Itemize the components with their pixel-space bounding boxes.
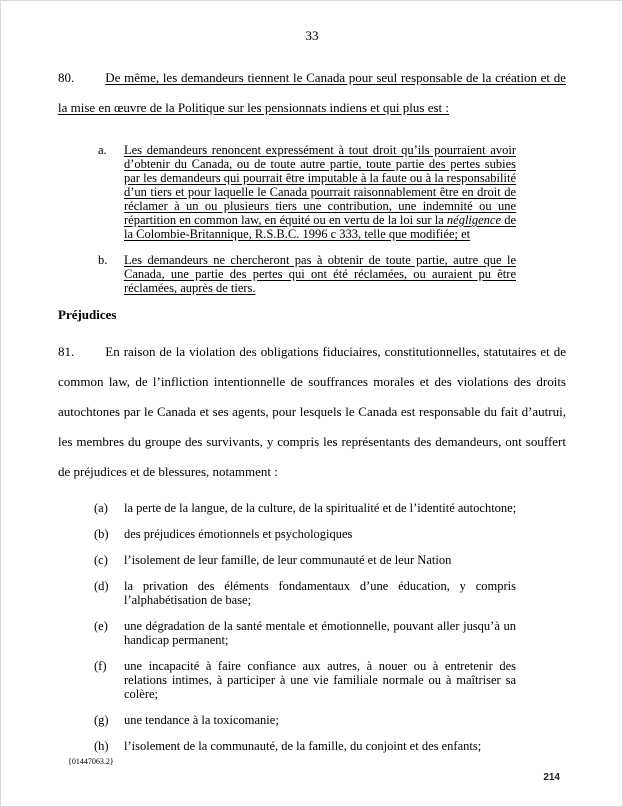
- list-item: [94, 501, 517, 515]
- list-item: [94, 619, 516, 647]
- list-item-marker: (f): [94, 659, 107, 673]
- list-item-text: l’isolement de la communauté, de la famille, du conjoint et des enfants;: [124, 739, 482, 753]
- list-item-text: l’isolement de leur famille, de leur communauté et de leur Nation: [124, 553, 452, 567]
- list-item-a-marker: a.: [98, 143, 107, 157]
- paragraph-81: [58, 337, 566, 487]
- list-item-b: [98, 253, 516, 295]
- top-page-number: 33: [305, 28, 319, 43]
- list-item-a: [98, 143, 516, 241]
- letter-list: [58, 143, 566, 295]
- list-item-a-text-after: de la Colombie-Britannique, R.S.B.C. 1996 c 333, telle que modifiée; et: [124, 213, 516, 241]
- list-item-marker: (a): [94, 501, 108, 515]
- section-heading: Préjudices: [58, 307, 117, 322]
- paragraph-80: [58, 63, 566, 123]
- list-item-a-text: [124, 143, 516, 241]
- list-item-b-marker: b.: [98, 253, 108, 267]
- list-item-text: la perte de la langue, de la culture, de la spiritualité et de l’identité autochtone;: [124, 501, 517, 515]
- list-item-marker: (h): [94, 739, 109, 753]
- document-id-code: {01447063.2}: [68, 757, 114, 766]
- list-item: [94, 713, 516, 727]
- list-item-marker: (g): [94, 713, 109, 727]
- list-item-text: une tendance à la toxicomanie;: [124, 713, 279, 727]
- list-item-b-text: Les demandeurs ne chercheront pas à obtenir de toute partie, autre que le Canada, une partie des pertes qui ont été réclamées, ou auraient pu être réclamées, auprès de tiers.: [124, 253, 516, 295]
- list-item: [94, 553, 516, 567]
- list-item: [94, 527, 516, 541]
- paragraph-80-text: De même, les demandeurs tiennent le Canada pour seul responsable de la création et de la mise en œuvre de la Politique sur les pensionnats indiens et qui plus est :: [58, 70, 566, 115]
- list-item-text: une dégradation de la santé mentale et émotionnelle, pouvant aller jusqu’à un handicap permanent;: [124, 619, 516, 647]
- list-item-a-italic: négligence: [446, 213, 502, 227]
- list-item-marker: (d): [94, 579, 109, 593]
- list-item-text: une incapacité à faire confiance aux autres, à nouer ou à entretenir des relations intimes, à participer à une vie familiale normale ou à maîtriser sa colère;: [124, 659, 516, 701]
- list-item-marker: (e): [94, 619, 108, 633]
- list-item-marker: (b): [94, 527, 109, 541]
- list-item-text: la privation des éléments fondamentaux d’une éducation, y compris l’alphabétisation de base;: [124, 579, 516, 607]
- list-item-marker: (c): [94, 553, 108, 567]
- paragraph-80-number: 80.: [58, 70, 75, 85]
- bottom-page-number: 214: [543, 772, 560, 783]
- list-item-text: des préjudices émotionnels et psychologiques: [124, 527, 353, 541]
- list-item: [94, 579, 516, 607]
- list-item: [94, 659, 516, 701]
- paragraph-81-text: En raison de la violation des obligations fiduciaires, constitutionnelles, statutaires et de common law, de l’infliction intentionnelle de souffrances morales et des violations des droits autochtones par le Canada et ses agents, pour lesquels le Canada est responsable du fait d’autrui, les membres du groupe des survivants, y compris les représentants des demandeurs, ont souffert de préjudices et de blessures, notamment :: [58, 344, 566, 479]
- list-item: [94, 739, 516, 753]
- list-item-a-text-before: Les demandeurs renoncent expressément à tout droit qu’ils pourraient avoir d’obtenir du Canada, ou de toute autre partie, toute partie des pertes subies par les demandeurs qui pourrait être imputable à la faute ou à la responsabilité d’un tiers et pour laquelle le Canada pourrait raisonnablement être en droit de réclamer à un ou plusieurs tiers une contribution, une indemnité ou une répartition en common law, en équité ou en vertu de la loi sur la: [124, 143, 516, 227]
- paren-list: [58, 501, 566, 753]
- paragraph-81-number: 81.: [58, 344, 75, 359]
